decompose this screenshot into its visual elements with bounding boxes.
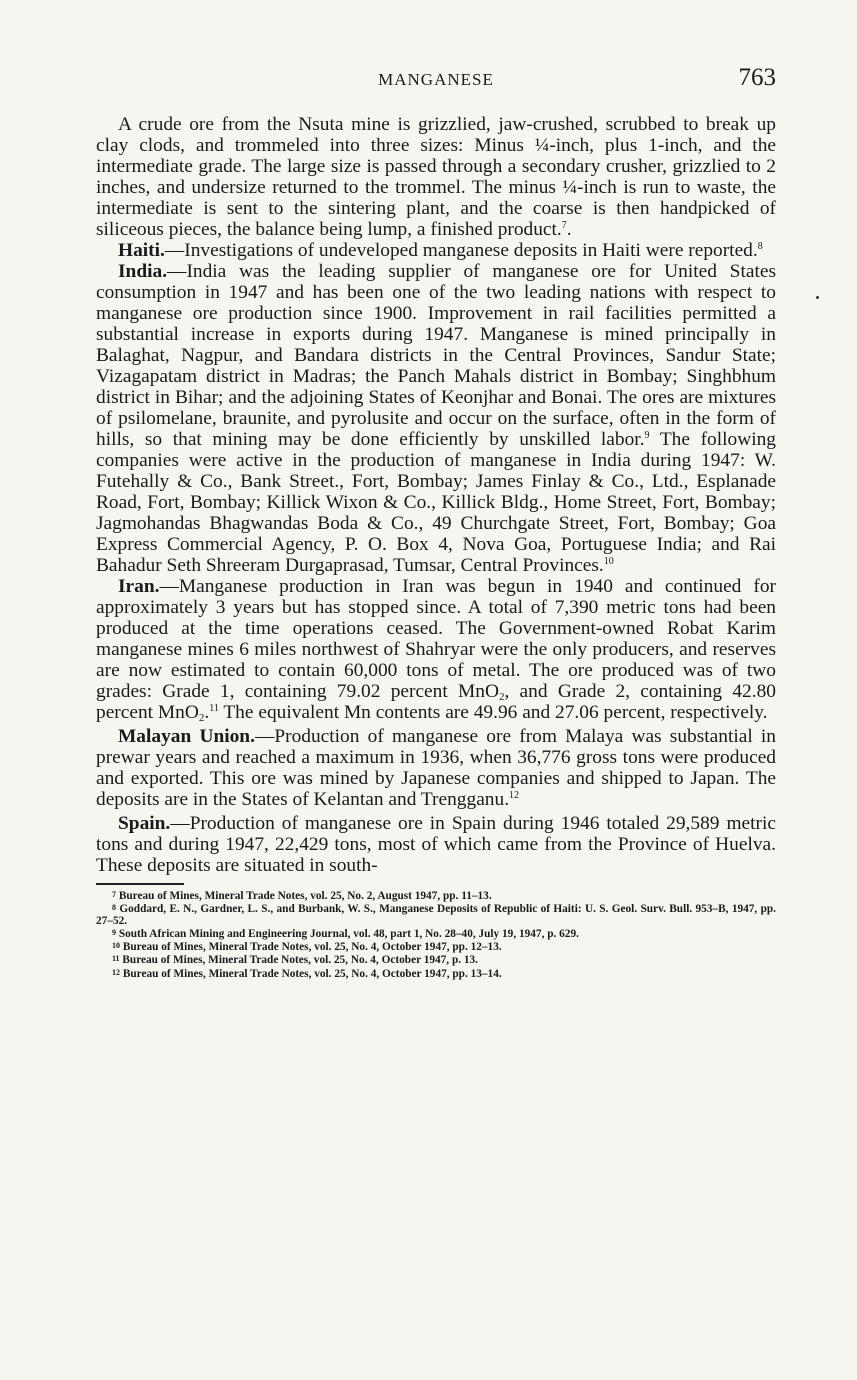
footnote-divider bbox=[96, 883, 184, 885]
footnote-ref: 8 bbox=[757, 241, 763, 252]
paragraph-malayan-union: Malayan Union.—Production of manganese ore from Malaya was substantial in prewar years and reached a maximum in 1936, when 36,776 gross tons were produced and exported. This ore was mined by Japanese companies and shipped to Japan. The deposits are in the States of Kelantan and Trengganu.$^{12}$ bbox=[96, 726, 776, 810]
paragraph-haiti: Haiti.—Investigations of undeveloped manganese deposits in Haiti were reported.$^8$ bbox=[118, 240, 763, 261]
footnote: 11 Bureau of Mines, Mineral Trade Notes, vol. 25, No. 4, October 1947, p. 13. bbox=[112, 954, 479, 967]
footnote: 8 Goddard, E. N., Gardner, L. S., and Burbank, W. S., Manganese Deposits of Republic of Haiti: U. S. Geol. Surv. Bull. 953–B, 1947, pp. 27–52. bbox=[96, 903, 776, 927]
section-heading: Haiti. bbox=[118, 240, 165, 261]
paragraph-iran: Iran.—Manganese production in Iran was begun in 1940 and continued for approximately 3 years but has stopped since. A total of 7,390 metric tons had been produced at the time operations ceased. The Government-owned Robat Karim manganese mines 6 miles northwest of Shahryar were the only producers, and reserves are now estimated to contain 60,000 tons of metal. The ore produced was of two grades: Grade 1, containing 79.02 percent MnO$_2$, and Grade 2, containing 42.80 percent MnO$_2$.$^{11}$ The equivalent Mn contents are 49.96 and 27.06 percent, respectively. bbox=[96, 576, 776, 724]
footnote-ref: 11 bbox=[209, 703, 219, 714]
section-heading: Spain. bbox=[118, 813, 171, 834]
paragraph-nsuta: A crude ore from the Nsuta mine is grizzlied, jaw-crushed, scrubbed to break up clay clods, and trommeled into three sizes: Minus ¼-inch, plus 1-inch, and the intermediate grade. The large size is passed through a secondary crusher, grizzlied to 2 inches, and undersize returned to the trommel. The minus ¼-inch is run to waste, the intermediate is sent to the sintering plant, and the coarse is then handpicked of siliceous pieces, the balance being lump, a finished product.$^7$. bbox=[96, 114, 776, 240]
document-page bbox=[96, 64, 776, 980]
footnote: 7 Bureau of Mines, Mineral Trade Notes, vol. 25, No. 2, August 1947, pp. 11–13. bbox=[112, 890, 492, 902]
paragraph-india: India.—India was the leading supplier of manganese ore for United States consumption in 1947 and has been one of the two leading nations with respect to manganese ore production since 1900. Improvement in rail facilities permitted a substantial increase in exports during 1947. Manganese is mined principally in Balaghat, Nagpur, and Bandara districts in the Central Provinces, Sandur State; Vizagapatam district in Madras; the Panch Mahals district in Bombay; Singhbhum district in Bihar; and the adjoining States of Keonjhar and Bonai. The ores are mixtures of psilomelane, braunite, and pyrolusite and occur on the surface, often in the form of hills, so that mining may be done efficiently by unskilled labor.$^9$ The following companies were active in the production of manganese in India during 1947: W. Futehally & Co., Bank Street., Fort, Bombay; James Finlay & Co., Ltd., Esplanade Road, Fort, Bombay; Killick Wixon & Co., Killick Bldg., Home Street, Fort, Bombay; Jagmohandas Bhagwandas Boda & Co., 49 Churchgate Street, Fort, Bombay; Goa Express Commercial Agency, P. O. Box 4, Nova Goa, Portuguese India; and Rai Bahadur Seth Shreeram Durgaprasad, Tumsar, Central Provinces.$^{10}$ bbox=[96, 261, 776, 576]
footnote-ref: 7 bbox=[561, 220, 567, 231]
footnote: 10 Bureau of Mines, Mineral Trade Notes, vol. 25, No. 4, October 1947, pp. 12–13. bbox=[112, 941, 502, 954]
running-head: MANGANESE bbox=[378, 70, 494, 89]
footnote-ref: 10 bbox=[603, 556, 614, 567]
stray-mark bbox=[816, 296, 819, 299]
footnote-ref: 12 bbox=[509, 790, 520, 801]
section-heading: Iran. bbox=[118, 576, 160, 597]
body-text bbox=[96, 114, 776, 876]
footnote: 12 Bureau of Mines, Mineral Trade Notes, vol. 25, No. 4, October 1947, pp. 13–14. bbox=[112, 967, 502, 980]
section-heading: Malayan Union. bbox=[118, 726, 255, 747]
section-heading: India. bbox=[118, 261, 168, 282]
page-number: 763 bbox=[738, 64, 776, 91]
footnotes bbox=[96, 889, 776, 980]
page-header bbox=[96, 64, 776, 98]
footnote-ref: 9 bbox=[644, 430, 650, 441]
footnote: 9 South African Mining and Engineering Journal, vol. 48, part 1, No. 28–40, July 19, 1947, p. 629. bbox=[112, 927, 579, 940]
paragraph-spain: Spain.—Production of manganese ore in Spain during 1946 totaled 29,589 metric tons and during 1947, 22,429 tons, most of which came from the Province of Huelva. These deposits are situated in south- bbox=[96, 813, 776, 876]
